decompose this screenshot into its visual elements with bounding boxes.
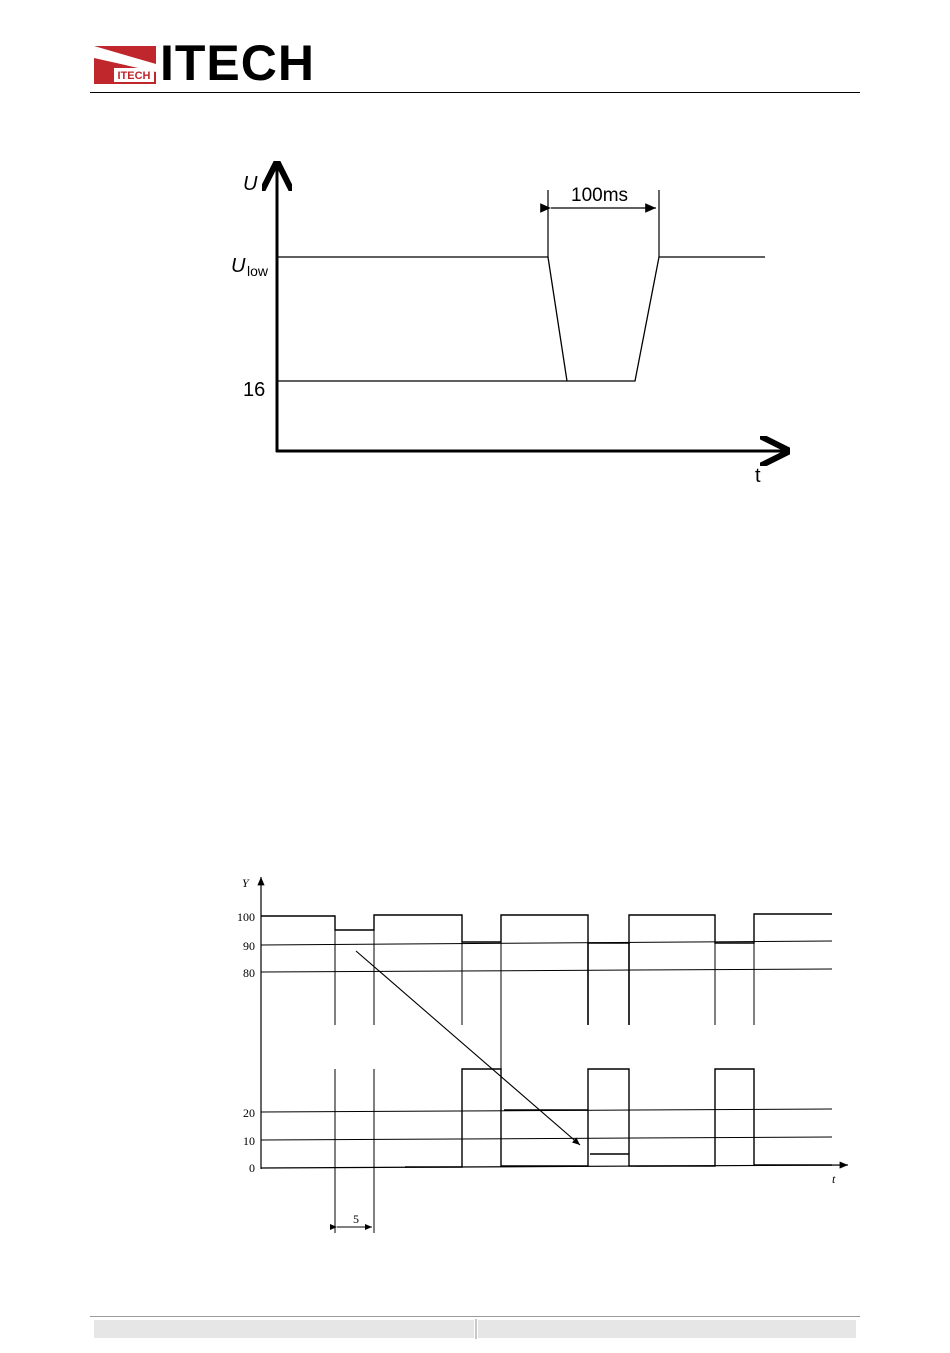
voltage-interruption-diagram: [220, 865, 860, 1245]
x-axis-label: t: [755, 465, 761, 487]
ref-line-10: [261, 1137, 832, 1140]
voltage-dip-diagram: [215, 150, 815, 490]
footer-right-panel: [478, 1320, 856, 1338]
footer-separator: [475, 1319, 477, 1339]
level-high-label: U: [231, 255, 246, 277]
voltage-waveform: [277, 257, 765, 381]
logo-badge-text: ITECH: [117, 70, 151, 82]
ref-line-80: [261, 969, 832, 972]
lower-waveform: [405, 1069, 832, 1167]
y-tick-100: 100: [237, 910, 255, 924]
y-axis-label: Y: [242, 876, 249, 890]
page-footer: [90, 1316, 860, 1340]
duration-label: 5: [353, 1212, 359, 1226]
y-axis-label: U: [243, 173, 258, 195]
level-low-label: 16: [243, 379, 266, 401]
duration-label: 100ms: [571, 185, 629, 206]
page-header: [0, 0, 950, 100]
footer-left-panel: [94, 1320, 474, 1338]
header-divider: [90, 92, 860, 93]
y-tick-10: 10: [243, 1134, 255, 1148]
y-tick-0: 0: [249, 1161, 255, 1175]
x-axis-label: t: [832, 1172, 836, 1186]
upper-waveform: [261, 914, 832, 943]
y-tick-20: 20: [243, 1106, 255, 1120]
itech-logo-text: ITECH: [160, 35, 315, 91]
footer-divider: [90, 1316, 860, 1317]
y-tick-80: 80: [243, 966, 255, 980]
y-tick-90: 90: [243, 939, 255, 953]
level-high-subscript: low: [247, 263, 269, 279]
trend-line: [356, 951, 580, 1145]
itech-logo-badge: [94, 46, 156, 89]
